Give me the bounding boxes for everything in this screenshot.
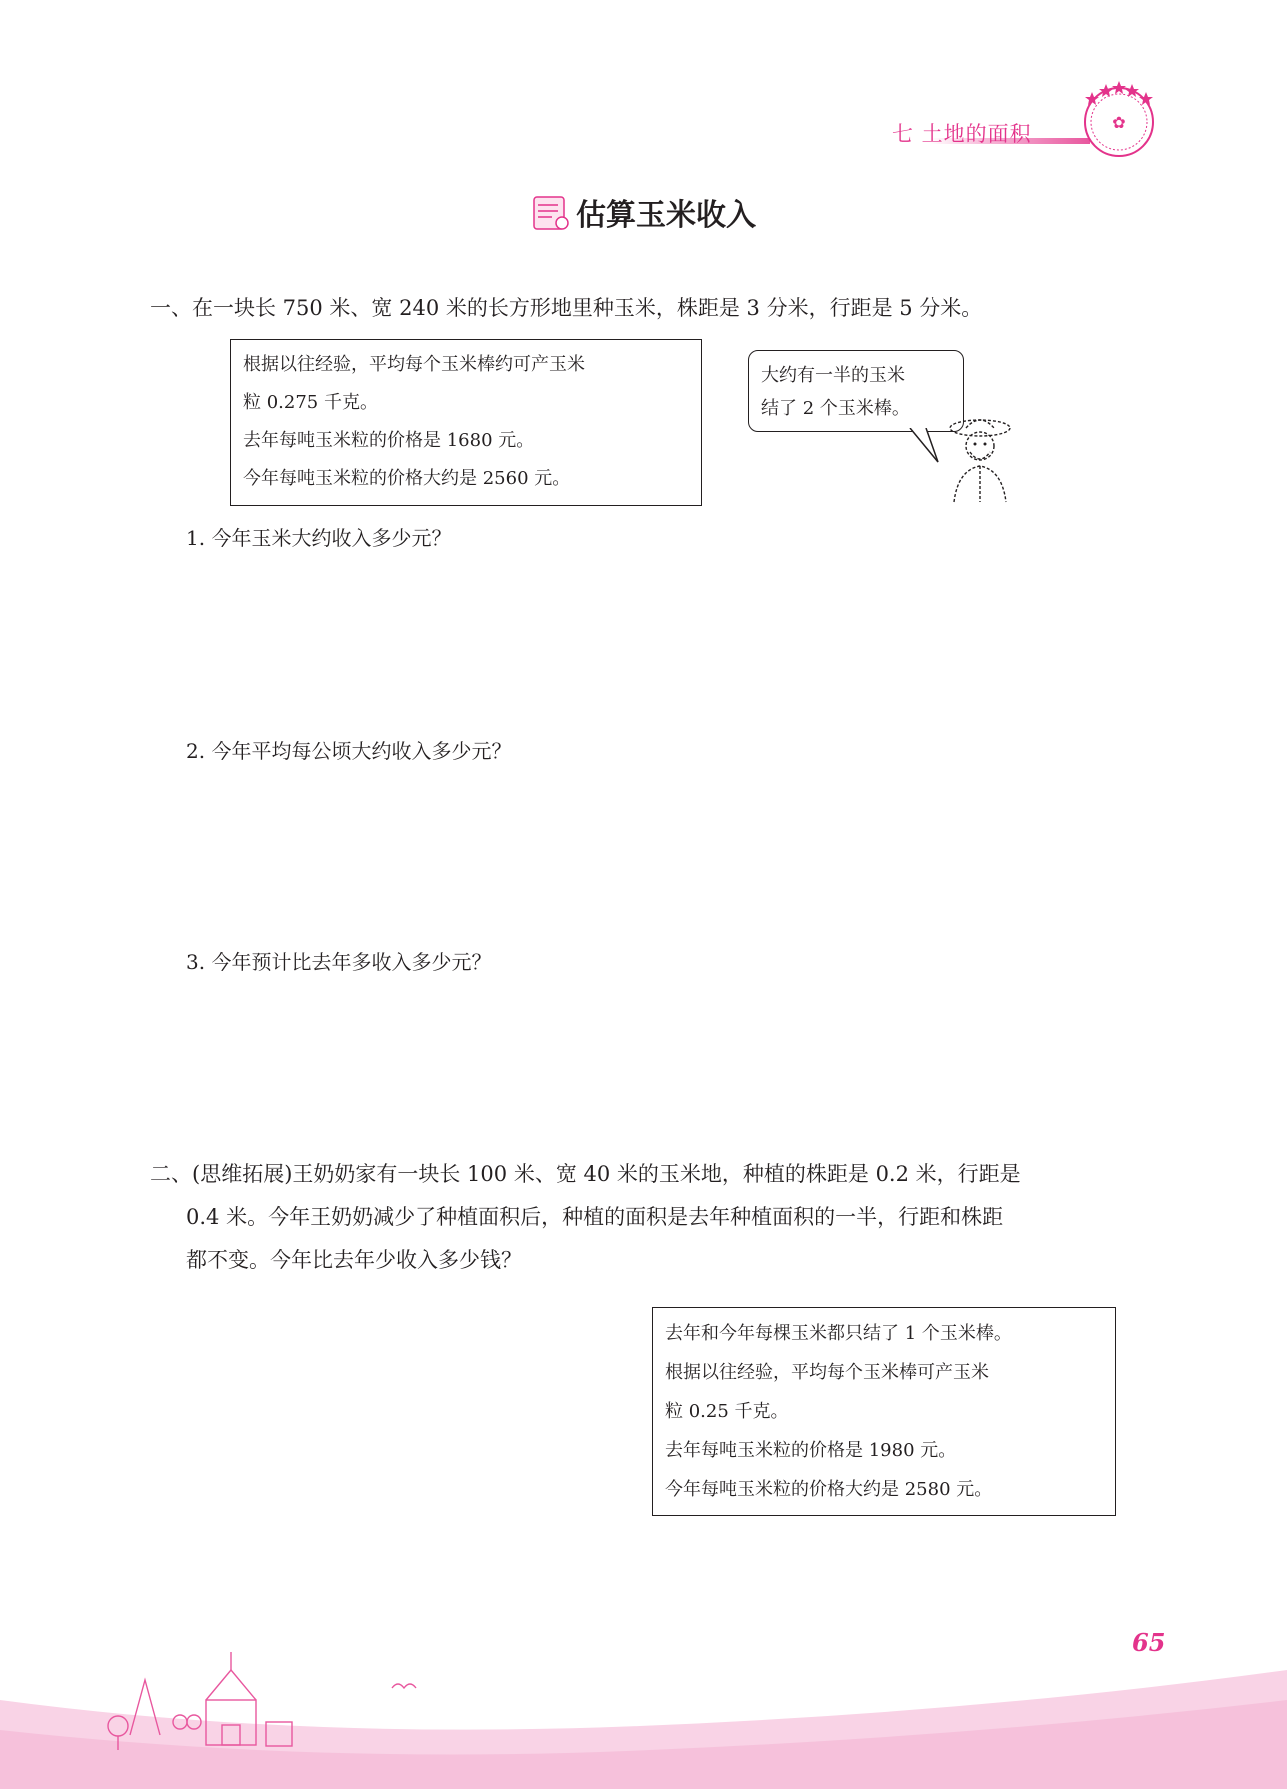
speech-bubble [748,350,964,432]
q2-info-line: 去年每吨玉米粒的价格是 1980 元。 [665,1440,957,1461]
q1-sub-question-2: 2. 今年平均每公顷大约收入多少元？ [186,739,512,763]
speech-line: 结了 2 个玉米棒。 [761,398,910,419]
q1-info-line: 根据以往经验，平均每个玉米棒约可产玉米 [243,354,585,375]
title-book-icon [530,191,572,233]
farmer-illustration [940,414,1020,504]
q2-info-line: 根据以往经验，平均每个玉米棒可产玉米 [665,1362,989,1383]
q2-info-box [652,1307,1116,1516]
q2-stem-line-1: 二、(思维拓展)王奶奶家有一块长 100 米、宽 40 米的玉米地，种植的株距是 0.2 米，行距是 [150,1162,1021,1186]
q1-stem: 一、在一块长 750 米、宽 240 米的长方形地里种玉米，株距是 3 分米，行距是 5 分米。 [150,296,983,320]
title-text: 估算玉米收入 [576,198,756,233]
q2-info-line: 去年和今年每棵玉米都只结了 1 个玉米棒。 [665,1323,1012,1344]
chapter-label: 七 土地的面积 [892,122,1032,146]
q1-sub-question-3: 3. 今年预计比去年多收入多少元？ [186,950,492,974]
footer-town-illustration [0,1630,1287,1789]
q2-stem-line-3: 都不变。今年比去年少收入多少钱？ [186,1248,522,1272]
q1-info-line: 今年每吨玉米粒的价格大约是 2560 元。 [243,468,571,489]
q1-info-line: 去年每吨玉米粒的价格是 1680 元。 [243,430,535,451]
q2-info-line: 今年每吨玉米粒的价格大约是 2580 元。 [665,1479,993,1500]
q2-info-line: 粒 0.25 千克。 [665,1401,789,1422]
q1-info-box [230,339,702,506]
q2-stem-line-2: 0.4 米。今年王奶奶减少了种植面积后，种植的面积是去年种植面积的一半，行距和株距 [186,1205,1004,1229]
speech-line: 大约有一半的玉米 [761,365,905,386]
page-number: 65 [1132,1628,1166,1657]
q1-info-line: 粒 0.275 千克。 [243,392,378,413]
brand-badge-icon [1078,78,1160,160]
q1-sub-question-1: 1. 今年玉米大约收入多少元？ [186,526,452,550]
page-title [530,190,756,234]
svg-text:✿: ✿ [1112,113,1126,132]
